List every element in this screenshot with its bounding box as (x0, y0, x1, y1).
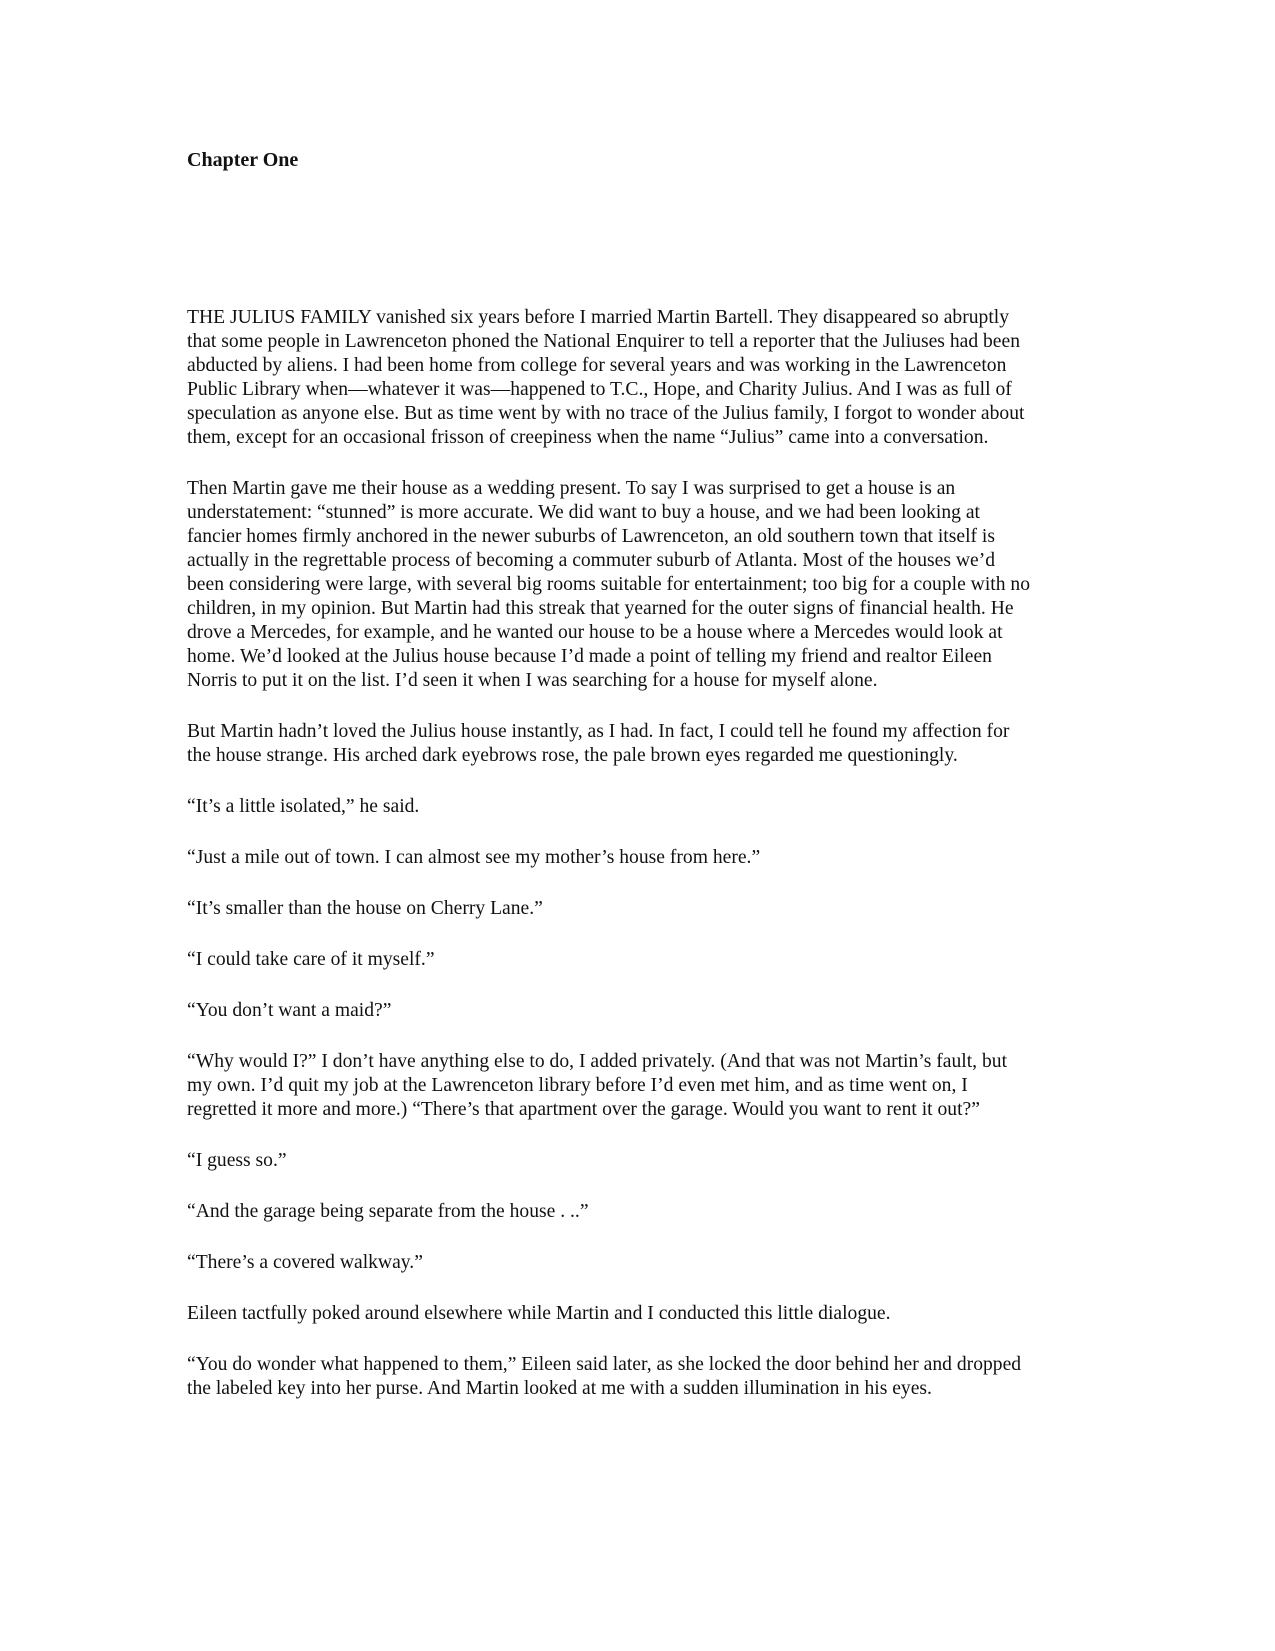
text-line: abducted by aliens. I had been home from college for several years and was working in the Lawrenceton (187, 355, 1007, 376)
dialogue-4 (187, 948, 1087, 972)
text-line: “I guess so.” (187, 1150, 287, 1171)
text-line: regretted it more and more.) “There’s that apartment over the garage. Would you want to rent it out?” (187, 1099, 980, 1120)
text-line: them, except for an occasional frisson of creepiness when the name “Julius” came into a conversation. (187, 427, 989, 448)
text-line: Then Martin gave me their house as a wedding present. To say I was surprised to get a house is an (187, 478, 956, 499)
text-line: “Why would I?” I don’t have anything else to do, I added privately. (And that was not Martin’s fault, but (187, 1051, 1008, 1072)
paragraph-4 (187, 1050, 1087, 1122)
paragraph-2 (187, 477, 1087, 693)
paragraph-6 (187, 1353, 1087, 1401)
text-line: actually in the regrettable process of becoming a commuter suburb of Atlanta. Most of the houses we’d (187, 550, 996, 571)
text-line: “It’s smaller than the house on Cherry Lane.” (187, 898, 543, 919)
text-line: my own. I’d quit my job at the Lawrenceton library before I’d even met him, and as time went on, I (187, 1075, 968, 1096)
paragraph-1 (187, 306, 1087, 450)
text-line: “It’s a little isolated,” he said. (187, 796, 420, 817)
dialogue-5 (187, 999, 1087, 1023)
text-line: the labeled key into her purse. And Martin looked at me with a sudden illumination in his eyes. (187, 1378, 932, 1399)
text-line: But Martin hadn’t loved the Julius house instantly, as I had. In fact, I could tell he found my affection for (187, 721, 1010, 742)
text-line: “I could take care of it myself.” (187, 949, 435, 970)
text-line: understatement: “stunned” is more accurate. We did want to buy a house, and we had been looking at (187, 502, 980, 523)
text-line: THE JULIUS FAMILY vanished six years before I married Martin Bartell. They disappeared so abruptly (187, 307, 1010, 328)
dialogue-1 (187, 795, 1087, 819)
paragraph-3 (187, 720, 1087, 768)
chapter-title: Chapter One (187, 149, 299, 171)
text-line: fancier homes firmly anchored in the newer suburbs of Lawrenceton, an old southern town that itself is (187, 526, 996, 547)
text-line: “You don’t want a maid?” (187, 1000, 392, 1021)
text-line: speculation as anyone else. But as time went by with no trace of the Julius family, I forgot to wonder about (187, 403, 1025, 424)
text-line: Eileen tactfully poked around elsewhere while Martin and I conducted this little dialogue. (187, 1303, 891, 1324)
text-line: been considering were large, with several big rooms suitable for entertainment; too big for a couple with no (187, 574, 1031, 595)
text-line: Public Library when—whatever it was—happened to T.C., Hope, and Charity Julius. And I was as full of (187, 379, 1012, 400)
text-line: Norris to put it on the list. I’d seen it when I was searching for a house for myself alone. (187, 670, 878, 691)
text-line: “And the garage being separate from the house . ..” (187, 1201, 589, 1222)
dialogue-3 (187, 897, 1087, 921)
dialogue-6 (187, 1149, 1087, 1173)
dialogue-8 (187, 1251, 1087, 1275)
dialogue-7 (187, 1200, 1087, 1224)
text-line: “Just a mile out of town. I can almost see my mother’s house from here.” (187, 847, 761, 868)
text-line: that some people in Lawrenceton phoned the National Enquirer to tell a reporter that the Juliuses had been (187, 331, 1021, 352)
text-line: home. We’d looked at the Julius house because I’d made a point of telling my friend and realtor Eileen (187, 646, 992, 667)
text-line: “You do wonder what happened to them,” Eileen said later, as she locked the door behind her and dropped (187, 1354, 1022, 1375)
paragraph-5 (187, 1302, 1087, 1326)
dialogue-2 (187, 846, 1087, 870)
text-line: the house strange. His arched dark eyebrows rose, the pale brown eyes regarded me questioningly. (187, 745, 958, 766)
text-line: “There’s a covered walkway.” (187, 1252, 423, 1273)
text-line: drove a Mercedes, for example, and he wanted our house to be a house where a Mercedes would look at (187, 622, 1003, 643)
text-line: children, in my opinion. But Martin had this streak that yearned for the outer signs of financial health. He (187, 598, 1014, 619)
chapter-body (187, 306, 1087, 1428)
